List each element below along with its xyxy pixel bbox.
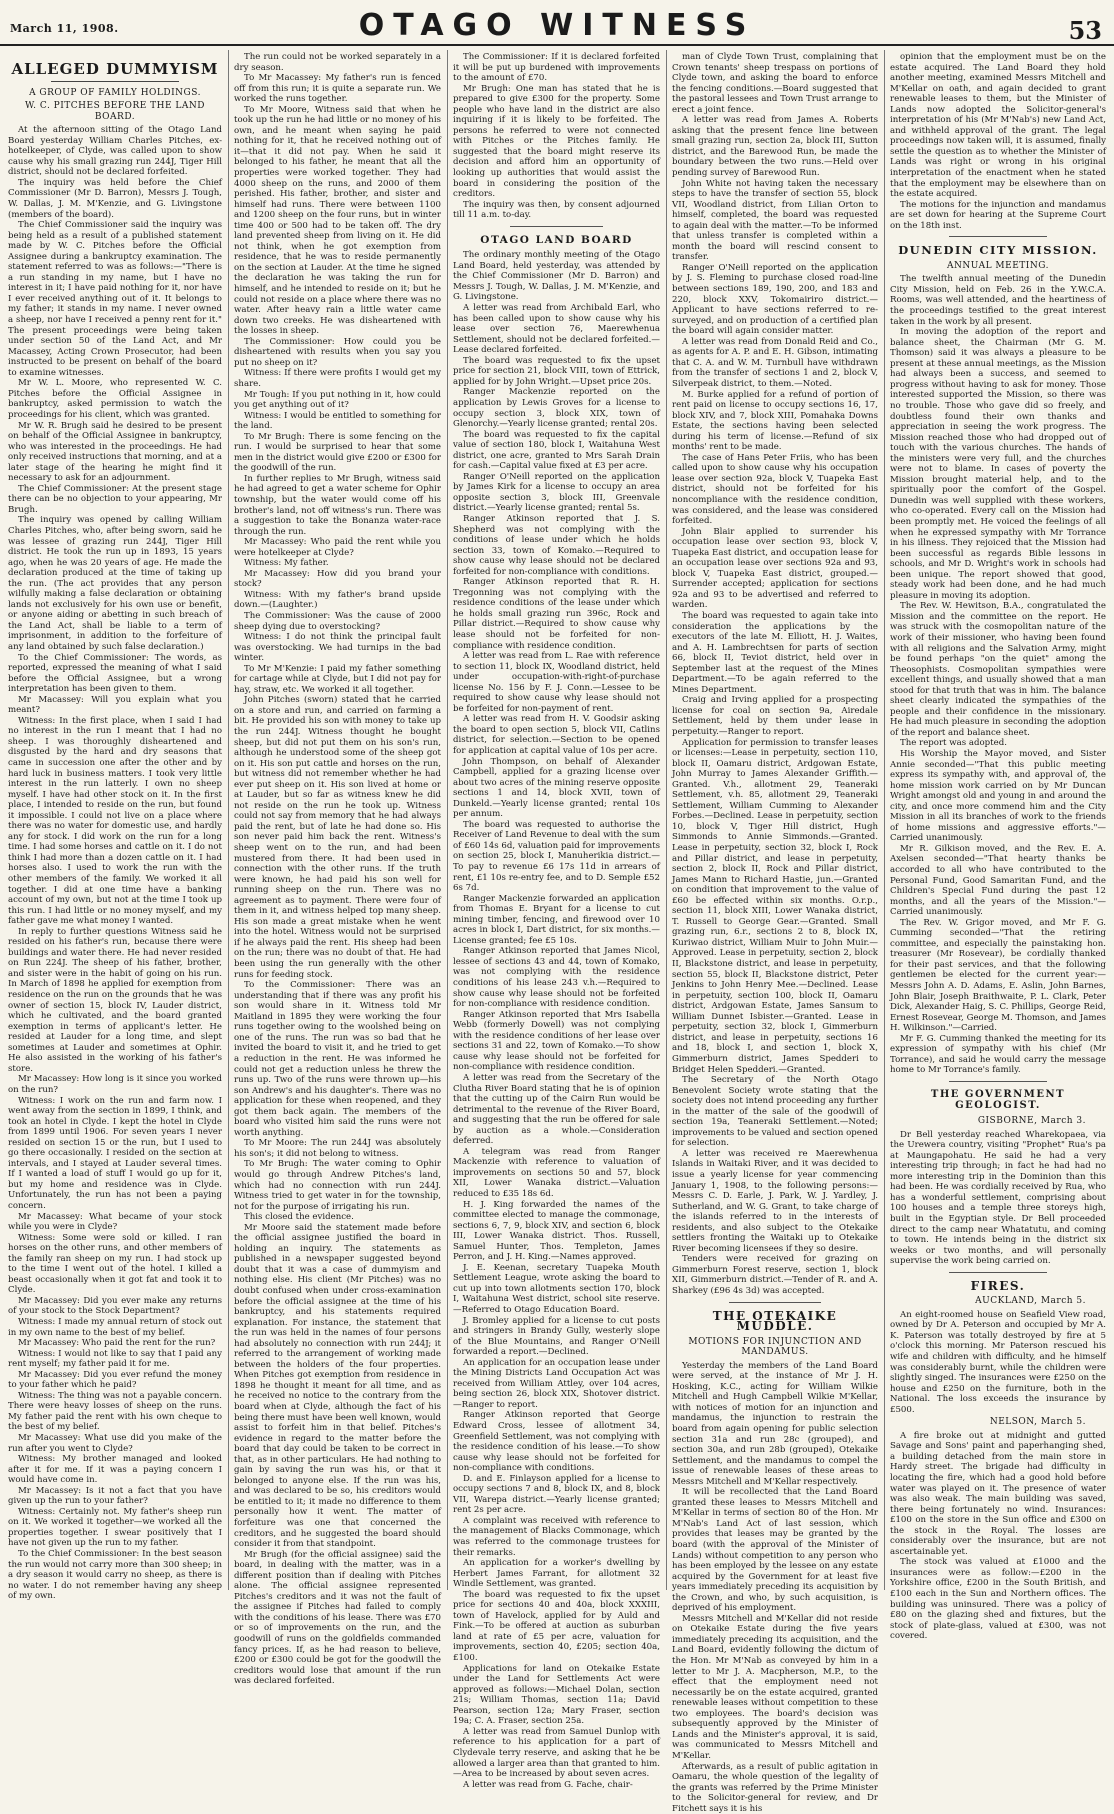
paragraph: Mr Macassey: Is it not a fact that you have given up the run to your father? bbox=[8, 1486, 222, 1507]
paragraph: Mr R. Gilkison moved, and the Rev. E. A. Axelsen seconded—"That hearty thanks be accorded to all who have contributed to the Personal Fund, Good Samaritan Fund, and the Children's Special Fund during the past 12 months, and all the years of the Mission."—Carried unanimously. bbox=[890, 844, 1106, 918]
article-body bbox=[890, 274, 1106, 1076]
paragraph: Mr Tough: If you put nothing in it, how could you get anything out of it? bbox=[234, 390, 441, 411]
paragraph: Mr Macassey: Who paid the rent while you were hotelkeeper at Clyde? bbox=[234, 537, 441, 558]
paragraph: His Worship the Mayor moved, and Sister Annie seconded—"That this public meeting express its sympathy with, and approval of, the home mission work carried on by Mr Duncan Wright amongst old and young in and around the city, and once more commend him and the City Mission in all its branches of work to the friends of home missions and aggressive efforts."—Carried unanimously. bbox=[890, 749, 1106, 844]
paragraph: Dr Bell yesterday reached Wharekopaea, via the Urewera country, visiting "Prophet" Rua's pa at Maungapohatu. He said he had a very interesting trip through; in fact he had had no more interesting trip in the Dominion than this had been. He was cordially received by Rua, who has a wonderful settlement, comprising about 100 houses and a temple three storeys high, built in the Egyptian style. Dr Bell proceeded direct to the camp near Whatatutu, and coming to town. He intends being in the district six weeks or two months, and will personally supervise the work being carried on. bbox=[890, 1130, 1106, 1267]
paragraph: Ranger Atkinson reported that R. H. Tregonning was not complying with the residence conditions of the lease under which he holds small grazing run 396c, Rock and Pillar district.—Required to show cause why lease should not be forfeited for non-compliance with residence condition. bbox=[453, 577, 660, 651]
paragraph: A letter was read from G. Fache, chair- bbox=[453, 1780, 660, 1791]
paragraph: The Commissioner: If it is declared forfeited it will be put up burdened with improvements to the amount of £70. bbox=[453, 52, 660, 84]
paragraph: The Rev. W. Grigor moved, and Mr F. G. Cumming seconded—"That the retiring committee, and especially the painstaking hon. treasurer (Mr Rosevear), be cordially thanked for their past services, and that the following gentlemen be elected for the current year:—Messrs John A. D. Adams, E. Aslin, John Barnes, John Blair, Joseph Braithwaite, P. L. Clark, Peter Dick, Alexander Haig, S. C. Phillips, George Reid, Ernest Rosevear, George M. Thomson, and James H. Wilkinson."—Carried. bbox=[890, 918, 1106, 1034]
section-heading: FIRES. bbox=[890, 1281, 1106, 1292]
paragraph: Ranger Atkinson reported that George Edward Cross, lessee of allotment 34, Greenfield Settlement, was not complying with the residence condition of his lease.—To show cause why lease should not be forfeited for non-compliance with conditions. bbox=[453, 1410, 660, 1473]
article-body bbox=[8, 125, 222, 1602]
paragraph: H. J. King forwarded the names of the committee elected to manage the commonage, sections 6, 7, 9, block XIV, and section 6, block III, Lower Wanaka district. Thos. Russell, Samuel Hunter, Thos. Templeton, James Perron, and J. H. King.—Names approved. bbox=[453, 1200, 660, 1263]
page-number: 53 bbox=[1069, 16, 1102, 45]
paragraph: Mr Macassey: What use did you make of the run after you went to Clyde? bbox=[8, 1433, 222, 1454]
column-rule bbox=[666, 50, 667, 1590]
paragraph: Mr Macassey: Did you ever refund the money to your father which he paid? bbox=[8, 1370, 222, 1391]
paragraph: Messrs Mitchell and M'Kellar did not reside on Otekaike Estate during the five years immediately preceding its acquisition, and the Land Board, evidently following the dictum of the Hon. Mr M'Nab as conveyed by him in a letter to Mr J. A. Macpherson, M.P., to the effect that the employment need not necessarily be on the estate acquired, granted renewable leases without competition to these two employees. The board's decision was subsequently approved by the Minister of Lands and the Minister's approval, it is said, was communicated to Messrs Mitchell and M'Kellar. bbox=[672, 1614, 878, 1762]
paragraph: The inquiry was held before the Chief Commissioner (Mr D. Barron), Messrs J. Tough, W. Dallas, J. M. M'Kenzie, and G. Livingstone (members of the board). bbox=[8, 178, 222, 220]
paragraph: To Mr Brugh: There is some fencing on the run. I would be surprised to hear that some men in the district would give £200 or £300 for the goodwill of the run. bbox=[234, 432, 441, 474]
paragraph: Ranger Mackenzie forwarded an application from Thomas E. Bryant for a license to cut mining timber, fencing, and firewood over 10 acres in block I, Dart district, for six months.—License granted; fee £5 10s. bbox=[453, 894, 660, 947]
paragraph: Witness: My father. bbox=[234, 558, 441, 569]
paragraph: A letter was read from L. Rae with reference to section 11, block IX, Woodland district, held under occupation-with-right-of-purchase license No. 156 by F. J. Conn.—Lessee to be required to show cause why lease should not be forfeited for non-payment of rent. bbox=[453, 651, 660, 714]
column-4 bbox=[672, 52, 878, 1587]
paragraph: An application for an occupation lease under the Mining Districts Land Occupation Act was received from William Attley, over 104 acres, being section 26, block XIX, Shotover district.—Ranger to report. bbox=[453, 1358, 660, 1411]
column-3 bbox=[453, 52, 660, 1587]
section-divider bbox=[949, 236, 1046, 237]
paragraph: Mr Macassey: Will you explain what you meant? bbox=[8, 695, 222, 716]
paragraph: The Secretary of the North Otago Benevolent Society wrote stating that the society does not intend proceeding any further in the matter of the sale of the goodwill of section 19a, Teaneraki Settlement.—Noted; improvements to be valued and section opened for selection. bbox=[672, 1075, 878, 1149]
section-divider bbox=[729, 1302, 822, 1303]
paragraph: M. Burke applied for a refund of portion of rent paid on license to occupy sections 16, 17, block XIV, and 7, block XIII, Pomahaka Downs Estate, the sections having been selected during his term of license.—Refund of six months' rent to be made. bbox=[672, 390, 878, 453]
paragraph: To the Chief Commissioner: The words, as reported, expressed the meaning of what I said before the Official Assignee, but a wrong interpretation has been given to them. bbox=[8, 653, 222, 695]
paragraph: At the afternoon sitting of the Otago Land Board yesterday William Charles Pitches, ex-hotelkeeper, of Clyde, was called upon to show cause why his small grazing run 244J, Tiger Hill district, should not be declared forfeited. bbox=[8, 125, 222, 178]
column-1 bbox=[8, 52, 222, 1587]
section-heading: THE GOVERNMENT GEOLOGIST. bbox=[890, 1090, 1106, 1111]
paragraph: The Chief Commissioner said the inquiry was being held as a result of a published statement made by W. C. Pitches before the Official Assignee during a bankruptcy examination. The statement referred to was as follows:—"There is a run standing in my name, but I have no interest in it; I have paid nothing for it, nor have I ever received anything out of it. It belongs to my father; it stands in my name. I never owned a sheep, nor have I received a penny rent for it." The present proceedings were being taken under section 50 of the Land Act, and Mr Macassey, Acting Crown Prosecutor, had been instructed to be present on behalf of the board to examine witnesses. bbox=[8, 220, 222, 378]
paragraph: Witness: I made my annual return of stock out in my own name to the best of my belief. bbox=[8, 1317, 222, 1338]
article-body bbox=[672, 52, 878, 1297]
section-divider bbox=[510, 226, 603, 227]
paragraph: Mr Macassey: What became of your stock while you were in Clyde? bbox=[8, 1212, 222, 1233]
paragraph: Ranger O'Neill reported on the application by James Kirk for a license to occupy an area opposite section 3, block III, Greenvale district.—Yearly license granted; rental 5s. bbox=[453, 472, 660, 514]
paragraph: The motions for the injunction and mandamus are set down for hearing at the Supreme Court on the 18th inst. bbox=[890, 200, 1106, 232]
paragraph: John Blair applied to surrender his occupation lease over section 93, block V, Tuapeka East district, and occupation lease for an occupation lease over sections 92a and 93, block V, Tuapeka East district, grouped.—Surrender accepted; application for sections 92a and 93 to be advertised and referred to warden. bbox=[672, 527, 878, 611]
paragraph: J. E. Keenan, secretary Tuapeka Mouth Settlement League, wrote asking the board to cut up into town allotments section 170, block I, Waitahuna West district, school site reserve.—Referred to Otago Education Board. bbox=[453, 1263, 660, 1316]
paragraph: Mr Brugh (for the official assignee) said the board, in dealing with the matter, was in a different position than if dealing with Pitches alone. The official assignee represented Pitches's creditors and it was not the fault of the assignee if Pitches had failed to comply with the conditions of his lease. There was £70 or so of improvements on the run, and the goodwill of runs on the goldfields commanded fancy prices. If, as he had reason to believe, £200 or £300 could be got for the goodwill the creditors would lose that amount if the run was declared forfeited. bbox=[234, 1550, 441, 1687]
paragraph: The ordinary monthly meeting of the Otago Land Board, held yesterday, was attended by the Chief Commissioner (Mr D. Barron) and Messrs J. Tough, W. Dallas, J. M. M'Kenzie, and G. Livingstone. bbox=[453, 250, 660, 303]
article-headline: ALLEGED DUMMYISM bbox=[8, 64, 222, 75]
paragraph: Witness: The thing was not a payable concern. There were heavy losses of sheep on the runs. My father paid the rent with his own cheque to the best of my belief. bbox=[8, 1391, 222, 1433]
paragraph: The stock was valued at £1000 and the insurances were as follow:—£200 in the Yorkshire office, £200 in the South British, and £100 each in the Sun and Northern offices. The building was uninsured. There was a policy of £80 on the glazing shed and fixtures, but the stock of plate-glass, valued at £300, was not covered. bbox=[890, 1557, 1106, 1641]
paragraph: The twelfth annual meeting of the Dunedin City Mission, held on Feb. 26 in the Y.W.C.A. Rooms, was well attended, and the heartiness of the proceedings testified to the great interest taken in the work by all present. bbox=[890, 274, 1106, 327]
paragraph: Mr Moore said the statement made before the official assignee justified the board in holding an inquiry. The statements as published in a newspaper suggested beyond doubt that it was a case of dummyism and nothing else. His client (Mr Pitches) was no doubt confused when under cross-examination before the official assignee at the time of his bankruptcy, and his statements required explanation. For instance, the statement that the run was held in the names of four persons had absolutely no connection with run 244J; it referred to the arrangement of working made between the holders of the four properties. When Pitches got exemption from residence in 1898 he thought it meant for all time, and as he received no notice to the contrary from the board when at Clyde, although the fact of his being there must have been well known, would assist to forfeit him in that belief. Pitches's evidence in regard to the matter before the board that day could be taken to be correct in that, as in other particulars. He had nothing to gain by saving the run was his, or that it belonged to anyone else. If the run was his, and was declared to be so, his creditors would be entitled to it; it made no difference to them personally how it went. The matter of forfeiture was one that concerned the creditors, and he suggested the board should consider it from that standpoint. bbox=[234, 1223, 441, 1550]
section-divider bbox=[949, 1081, 1046, 1082]
paragraph: Witness: I work on the run and farm now. I went away from the section in 1899, I think, and took an hotel in Clyde. I kept the hotel in Clyde from 1899 until 1906. For seven years I never resided on section 15 or the run, but I used to go there occasionally. I resided on the section at intervals, and I stayed at Lauder several times. If I wanted a load of stuff I would go up for it, but my home and residence was in Clyde. Unfortunately, the run has not been a paying concern. bbox=[8, 1096, 222, 1212]
paragraph: The board was requested to again take into consideration the applications by the executors of the late M. Elliott, H. J. Waites, and A. H. Lambrechtsen for parts of section 66, block II, Teviot district, held over in September last at the request of the Mines Department.—To be again referred to the Mines Department. bbox=[672, 611, 878, 695]
paragraph: The board was requested to fix the capital value of section 180, block I, Waitahuna West district, one acre, granted to Mrs Sarah Drain for cash.—Capital value fixed at £3 per acre. bbox=[453, 430, 660, 472]
paragraph: Witness: In the first place, when I said I had no interest in the run I meant that I had no sheep. I was thoroughly disheartened and disgusted by the hard and dry seasons that came in succession one after the other and by hard luck in business matters. I took very little interest in the run latterly. I own no sheep myself. I have had other stock on it. In the first place, I intended to reside on the run, but found it impossible. I could not live on a place where there was no water for domestic use, and hardly any for stock. I did work on the run for a long time. I had some horses and cattle on it. I do not think I had more than a dozen cattle on it. I had horses also. I used to work the run with the other members of the family. We worked it all together. I did at one time have a banking account of my own, but not at the time I took up this run. I had little or no money myself, and my father gave me what money I wanted. bbox=[8, 716, 222, 927]
paragraph: In moving the adoption of the report and balance sheet, the Chairman (Mr G. M. Thomson) said it was always a pleasure to be present at these annual meetings, as the Mission had always been a success, and seemed to progress without having to ask for money. Those interested supported the Mission, so there was no trouble. Those who gave did so freely, and doubtless found their own thanks and appreciation in seeing the work progress. The Mission reached those who had dropped out of touch with the various churches. The hands of the ministers were very full, and the churches were not to blame. In cases of poverty the Mission brought material help, and to the spiritually poor the comfort of the Gospel. Dunedin was well supplied with these workers, who co-operated. Every call on the Mission had been promptly met. He voiced the feelings of all when he expressed sympathy with Mr Torrance in his illness. They rejoiced that the Mission had been successful as regards Bible lessons in schools, and Mr D. Wright's work in schools had been unique. The report showed that good, steady work had been done, and he had much pleasure in moving its adoption. bbox=[890, 327, 1106, 601]
paragraph: The board was requested to authorise the Receiver of Land Revenue to deal with the sum of £60 14s 6d, valuation paid for improvements on section 25, block I, Manuherikia district.—To pay to revenue £6 17s 11d in arrears of rent, £1 10s re-entry fee, and to D. Semple £52 6s 7d. bbox=[453, 820, 660, 894]
paragraph: An eight-roomed house on Seafield View road, owned by Dr A. Peterson and occupied by Mr A. K. Paterson was totally destroyed by fire at 5 o'clock this morning. Mr Paterson rescued his wife and children with difficulty, and he himself was considerably burnt, while the children were slightly singed. The insurances were £250 on the house and £250 on the furniture, both in the National. The loss exceeds the insurance by £500. bbox=[890, 1310, 1106, 1415]
article-body bbox=[453, 52, 660, 221]
paragraph: Mr Macassey: How long is it since you worked on the run? bbox=[8, 1074, 222, 1095]
paragraph: The Commissioner: How could you be disheartened with results when you say you put no sheep on it? bbox=[234, 337, 441, 369]
paragraph: Application for permission to transfer leases or licenses:—Lease in perpetuity, section 110, block II, Oamaru district, Ardgowan Estate, John Murray to James Alexander Griffith.—Granted. V.h., allotment 29, Teaneraki Settlement, v.h. 85, allotment 29, Teaneraki Settlement, William Cumming to Alexander Forbes.—Declined. Lease in perpetuity, section 10, block V, Tiger Hill district, Hugh Simmonds to Annie Simmonds.—Granted. Lease in perpetuity, section 32, block I, Rock and Pillar district, and lease in perpetuity, section 2, block II, Rock and Pillar district, James Mann to Richard Hastie, jun.—Granted on condition that improvement to the value of £60 be effected within six months. O.r.p., section 11, block XIII, Lower Wanaka district, T. Russell to George Gear.—Granted. Small grazing run, 6.r., sections 2 to 8, block IX, Kuriwao district, William Muir to John Muir.—Approved. Lease in perpetuity, section 2, block II, Blackstone district, and lease in perpetuity, section 55, block II, Blackstone district, Peter Jenkins to John Henry Mee.—Declined. Lease in perpetuity, section 100, block II, Oamaru district, Ardgowan Estate, James Sansum to William Dunnet Isbister.—Granted. Lease in perpetuity, section 32, block I, Gimmerburn district, and lease in perpetuity, sections 16 and 18, block I, and section 1, block X, Gimmerburn district, James Spedderi to Bridget Helen Spedderi.—Granted. bbox=[672, 738, 878, 1076]
paragraph: The case of Hans Peter Friis, who has been called upon to show cause why his occupation lease over section 92a, block V, Tuapeka East district, should not be forfeited for his noncompliance with the residence condition, was considered, and the lease was considered forfeited. bbox=[672, 453, 878, 527]
paragraph: John White not having taken the necessary steps to have the transfer of section 55, block VII, Woodland district, from Lilian Orton to himself, completed, the board was requested to again deal with the matter.—To be informed that unless transfer is completed within a month the board will rescind consent to transfer. bbox=[672, 179, 878, 263]
paragraph: The inquiry was opened by calling William Charles Pitches, who, after being sworn, said he was lessee of grazing run 244J, Tiger Hill district. He took the run up in 1893, 15 years ago, when he was 20 years of age. He made the declaration produced at the time of taking up the run. (The act provides that any person wilfully making a false declaration or obtaining lands not exclusively for his own use or benefit, or anyone aiding or abetting in such breach of the Land Act, shall be liable to a term of imprisonment, in addition to the forfeiture of any land obtained by such false declaration.) bbox=[8, 515, 222, 652]
paragraph: Ranger Atkinson reported that J. S. Shepherd was not complying with the conditions of lease under which he holds section 33, town of Komako.—Required to show cause why lease should not be declared forfeited for non-compliance with conditions. bbox=[453, 514, 660, 577]
paragraph: The Rev. W. Hewitson, B.A., congratulated the Mission and the committee on the report. He was struck with the cosmopolitan nature of the work of their missioner, who having been found with all religions and the Salvation Army, might be found perhaps "on the quiet" among the Theosophists. Cosmopolitan sympathies were excellent things, and usually showed that a man stood for that truth that was in him. The balance sheet clearly indicated the sympathies of the people and their confidence in the missionary. He had much pleasure in seconding the adoption of the report and balance sheet. bbox=[890, 601, 1106, 738]
article-body bbox=[890, 52, 1106, 231]
column-rule bbox=[884, 50, 885, 1590]
paragraph: The report was adopted. bbox=[890, 738, 1106, 749]
paragraph: Mr F. G. Cumming thanked the meeting for its expression of sympathy with his chief (Mr Torrance), and said he would carry the message home to Mr Torrance's family. bbox=[890, 1034, 1106, 1076]
paragraph: The run could not be worked separately in a dry season. bbox=[234, 52, 441, 73]
article-body bbox=[672, 1361, 878, 1814]
paragraph: To Mr Brugh: The water coming to Ophir would go through Andrew Pitches's land, which had no connection with run 244J. Witness tried to get water in for the township, not for the purpose of irrigating his run. bbox=[234, 1159, 441, 1212]
column-5 bbox=[890, 52, 1106, 1587]
column-rule bbox=[228, 50, 229, 1590]
paragraph: Witness: Certainly not. My father's sheep run on it. We worked it together—we worked all the properties together. I swear positively that I have not given up the run to my father. bbox=[8, 1507, 222, 1549]
article-subhead: A GROUP OF FAMILY HOLDINGS. bbox=[8, 88, 222, 99]
masthead bbox=[0, 0, 1114, 46]
paragraph: Mr W. R. Brugh said he desired to be present on behalf of the Official Assignee in bankruptcy, who was interested in the proceedings. He had only received instructions that morning, and at a later stage of the hearing he might find it necessary to ask for an adjournment. bbox=[8, 421, 222, 484]
section-heading: DUNEDIN CITY MISSION. bbox=[890, 245, 1106, 256]
section-heading: OTAGO LAND BOARD bbox=[453, 235, 660, 246]
paragraph: Afterwards, as a result of public agitation in Oamaru, the whole question of the legality of the grants was referred by the Prime Minister to the Solicitor-general for review, and Dr Fitchett says it is his bbox=[672, 1762, 878, 1814]
paragraph: A letter was read from James A. Roberts asking that the present fence line between small grazing run, section 2a, block III, Sutton district, and the Barewood Run, be made the boundary between the two runs.—Held over pending survey of Barewood Run. bbox=[672, 115, 878, 178]
paragraph: John Pitches (sworn) stated that he carried on a store and run, and carried on farming a bit. He provided his son with money to take up the run 244J. Witness thought he bought sheep, but did not put them on his son's run, although he understood some of the sheep got on it. His son put cattle and horses on the run, but witness did not remember whether he had ever put sheep on it. His son lived at home or at Lauder, but so far as witness knew he did not reside on the run he took up. Witness could not say from memory that he had always paid the rent, but of late he had done so. His son never paid him back the rent. Witness's sheep went on to the run, and had been mustered from there. It had been used in connection with the other runs. If the truth were known, he had paid his son well for running sheep on the run. There was no agreement as to payment. There were four of them in it, and witness helped top many sheep. His son made a great mistake when he went into the hotel. Witness would not be surprised if he always paid the rent. His sheep had been on the run; there was no doubt of that. He had been using the run generally with the other runs for feeding stock. bbox=[234, 695, 441, 980]
article-subhead: W. C. PITCHES BEFORE THE LAND BOARD. bbox=[8, 101, 222, 122]
paragraph: A letter was received re Maerewhenua Islands in Waitaki River, and it was decided to issue a yearly license for year commencing January 1, 1908, to the following persons:—Messrs C. D. Earle, J. Park, W. J. Yardley, J. Sutherland, and W. G. Grant, to take charge of the islands referred to in the interests of residents, and also subject to the Otekaike settlers fronting the Waitaki up to Otekaike River becoming licensees if they so desire. bbox=[672, 1149, 878, 1254]
paragraph: D. and E. Finlayson applied for a license to occupy sections 7 and 8, block IX, and 8, block VII, Warepa district.—Yearly license granted; rent 2s per acre. bbox=[453, 1474, 660, 1516]
newspaper-title: OTAGO WITNESS bbox=[0, 8, 1114, 43]
paragraph: Mr Macassey: How did you brand your stock? bbox=[234, 569, 441, 590]
article-body bbox=[453, 250, 660, 1790]
paragraph: Witness: I would not like to say that I paid any rent myself; my father paid it for me. bbox=[8, 1349, 222, 1370]
section-heading: THE OTEKAIKE MUDDLE. bbox=[672, 1311, 878, 1332]
paragraph: In reply to further questions Witness said he resided on his father's run, because there were buildings and water there. He had never resided on Run 224J. The sheep of his father, brother, and sister were in the habit of going on his run. In March of 1898 he applied for exemption from residence on the run on the grounds that he was owner of section 15, block IV, Lauder district, which he cultivated, and the board granted exemption in terms of applicant's letter. He resided at Lauder for a long time, and slept sometimes at Lauder and sometimes at Ophir. He also assisted in the working of his father's store. bbox=[8, 927, 222, 1075]
paragraph: Applications for land on Otekaike Estate under the Land for Settlements Act were approved as follows:—Michael Dolan, section 21s; William Thomas, section 11a; David Pearson, section 12a; Mary Fraser, section 19a; C. A. Fraser, section 25a. bbox=[453, 1664, 660, 1727]
paragraph: A fire broke out at midnight and gutted Savage and Sons' paint and paperhanging shed, a building detached from the main store in Hardy street. The brigade had difficulty in locating the fire, which had a good hold before water was played on it. The presence of water was also weak. The main building was saved, there being fortunately no wind. Insurances: £100 on the store in the Sun office and £300 on the stock in the Royal. The losses are considerably over the insurance, but are not ascertainable yet. bbox=[890, 1431, 1106, 1558]
paragraph: man of Clyde Town Trust, complaining that Crown tenants' sheep trespass on portions of Clyde town, and asking the board to enforce the fencing conditions.—Board suggested that the pastoral lessees and Town Trust arrange to erect a joint fence. bbox=[672, 52, 878, 115]
paragraph: The board was requested to fix the upset price for section 21, block VIII, town of Ettrick, applied for by John Wright.—Upset price 20s. bbox=[453, 356, 660, 388]
dateline: NELSON, March 5. bbox=[890, 1417, 1106, 1428]
paragraph: To Mr M'Kenzie: I paid my father something for cartage while at Clyde, but I did not pay for hay, straw, etc. We worked it all together. bbox=[234, 664, 441, 696]
paragraph: Tenders were received for grazing on Gimmerburn Forest reserve, section 1, block XII, Gimmerburn district.—Tender of R. and A. Sharkey (£96 4s 3d) was accepted. bbox=[672, 1254, 878, 1296]
paragraph: In further replies to Mr Brugh, witness said he had agreed to get a water scheme for Ophir township, but the water would come off his brother's land, not off witness's run. There was a suggestion to take the Bonanza water-race through the run. bbox=[234, 474, 441, 537]
paragraph: Mr Brugh: One man has stated that he is prepared to give £300 for the property. Some people who have land in the district are also inquiring if it is likely to be forfeited. The persons he referred to were not connected with Pitches or the Pitches family. He suggested that the board might reserve its decision and afford him an opportunity of looking up authorities that would assist the board in considering the position of the creditors. bbox=[453, 84, 660, 200]
dateline: GISBORNE, March 3. bbox=[890, 1116, 1106, 1127]
paragraph: Witness: My brother managed and looked after it for me. If it was a paying concern I would have come in. bbox=[8, 1454, 222, 1486]
article-body bbox=[890, 1130, 1106, 1267]
paragraph: Witness: I do not think the principal fault was overstocking. We had turnips in the bad winter. bbox=[234, 632, 441, 664]
paragraph: Witness: If there were profits I would get my share. bbox=[234, 368, 441, 389]
paragraph: To Mr Macassey: My father's run is fenced off from this run; it is quite a separate run. We worked the runs together. bbox=[234, 73, 441, 105]
paragraph: A letter was read from H. V. Goodsir asking the board to open section 5, block VII, Catlins district, for selection.—Section to be opened for application at capital value of 10s per acre. bbox=[453, 714, 660, 756]
article-body bbox=[234, 52, 441, 1687]
section-divider bbox=[949, 1272, 1046, 1273]
paragraph: Ranger Atkinson reported that James Nicol, lessee of sections 43 and 44, town of Komako, was not complying with the residence conditions of his lease 243 v.h.—Required to show cause why lease should not be forfeited for non-compliance with residence condition. bbox=[453, 946, 660, 1009]
paragraph: Ranger Atkinson reported that Mrs Isabella Webb (formerly Dowell) was not complying with the residence conditions of her lease over sections 31 and 22, town of Komako.—To show cause why lease should not be forfeited for non-compliance with residence condition. bbox=[453, 1010, 660, 1073]
paragraph: The inquiry was then, by consent adjourned till 11 a.m. to-day. bbox=[453, 200, 660, 221]
paragraph: A letter was read from the Secretary of the Clutha River Board stating that he is of opinion that the cutting up of the Cairn Run would be detrimental to the revenue of the River Board, and suggesting that the run be offered for sale by auction as a whole.—Consideration deferred. bbox=[453, 1073, 660, 1147]
paragraph: To Mr Moore, Witness said that when he took up the run he had little or no money of his own, and he meant when saying he paid nothing for it, that he received nothing out of it—that it did not pay. When he said it belonged to his father, he meant that all the properties were worked together. They had 4000 sheep on the runs, and 2000 of them perished. His father, brother, and sister and himself had runs. There were between 1100 and 1200 sheep on the four runs, but in winter time 400 or 500 had to be taken off. The dry land prevented sheep from living on it. He did not think, when he got exemption from residence, that he was to reside permanently on the section at Lauder. At the time he signed the declaration he was taking the run for himself, and he intended to reside on it; but he could not reside on a place where there was no water. After heavy rain a little water came down two creeks. He was disheartened with the losses in sheep. bbox=[234, 105, 441, 337]
paragraph: Mr Macassey: Did you ever make any returns of your stock to the Stock Department? bbox=[8, 1296, 222, 1317]
paragraph: John Thompson, on behalf of Alexander Campbell, applied for a grazing license over about two acres of the mining reserve opposite sections 1 and 14, block XVII, town of Dunkeld.—Yearly license granted; rental 10s per annum. bbox=[453, 757, 660, 820]
paragraph: To Mr Moore: The run 244J was absolutely his son's; it did not belong to witness. bbox=[234, 1138, 441, 1159]
paragraph: An application for a worker's dwelling by Herbert James Farrant, for allotment 32 Windle Settlement, was granted. bbox=[453, 1558, 660, 1590]
headline-rule bbox=[51, 81, 179, 82]
paragraph: A letter was read from Donald Reid and Co., as agents for A. P. and E. H. Gibson, intimating that C. A. and W. M. Turnbull have withdrawn from the transfer of sections 1 and 2, block V, Silverpeak district, to them.—Noted. bbox=[672, 337, 878, 390]
paragraph: To the Commissioner: There was an understanding that if there was any profit his son would share in it. Witness told Mr Maitland in 1895 they were working the four runs together owing to the woolshed being on one of the runs. The run was so bad that he invited the board to visit it, and he tried to get a reduction in the rent. He was informed he could not get a reduction unless he threw the runs up. Two of the runs were thrown up—his son Andrew's and his daughter's. There was no application for these when reopened, and they got them back again. The members of the board who visited him said the runs were not worth anything. bbox=[234, 980, 441, 1138]
paragraph: Yesterday the members of the Land Board were served, at the instance of Mr J. H. Hosking, K.C., acting for William Wilkie Mitchell and Hugh Campbell Wilkie M'Kellar, with notices of motion for an injunction and mandamus, the injunction to restrain the board from again opening for public selection section 31a and run 28c (grouped), and section 30a, and run 28b (grouped), Otekaike Settlement, and the mandamus to compel the issue of renewable leases of these areas to Messrs Mitchell and M'Kellar respectively. bbox=[672, 1361, 878, 1488]
section-subhead: ANNUAL MEETING. bbox=[890, 261, 1106, 272]
paragraph: A complaint was received with reference to the management of Blacks Commonage, which was referred to the commonage trustees for their remarks. bbox=[453, 1516, 660, 1558]
paragraph: J. Bromley applied for a license to cut posts and stringers in Brandy Gully, westerly slope of the Blue Mountains, and Ranger O'Neill forwarded a report.—Declined. bbox=[453, 1316, 660, 1358]
paragraph: Witness: With my father's brand upside down.—(Laughter.) bbox=[234, 590, 441, 611]
column-rule bbox=[447, 50, 448, 1590]
paragraph: opinion that the employment must be on the estate acquired. The Land Board they hold another meeting, examined Messrs Mitchell and M'Kellar on oath, and again decided to grant renewable leases to them, but the Minister of Lands now adopted the Solicitor-general's interpretation of his (Mr M'Nab's) new Land Act, and withheld approval of the grant. The legal proceedings now taken will, it is assumed, finally settle the question as to whether the Minister of Lands was right or wrong in his original interpretation of the enactment when he stated that the employment may be elsewhere than on the estate acquired. bbox=[890, 52, 1106, 200]
paragraph: Mr W. L. Moore, who represented W. C. Pitches before the Official Assignee in bankruptcy, asked permission to watch the proceedings for his client, which was granted. bbox=[8, 378, 222, 420]
paragraph: Witness: Some were sold or killed. I ran horses on the other runs, and other members of the family ran sheep on my run. I had stock up to the time I went out of the hotel. I killed a beast occasionally when it got fat and took it to Clyde. bbox=[8, 1233, 222, 1296]
dateline: AUCKLAND, March 5. bbox=[890, 1296, 1106, 1307]
issue-date: March 11, 1908. bbox=[10, 22, 119, 35]
paragraph: To the Chief Commissioner: In the best season the run would not carry more than 300 sheep; in a dry season it would carry no sheep, as there is no water. I do not remember having any sheep of my own. bbox=[8, 1549, 222, 1602]
paragraph: A telegram was read from Ranger Mackenzie with reference to valuation of improvements on sections 50 and 57, block XII, Lower Wanaka district.—Valuation reduced to £35 18s 6d. bbox=[453, 1147, 660, 1200]
paragraph: Ranger O'Neill reported on the application by J. S. Fleming to purchase closed road-line between sections 189, 190, 200, and 183 and 220, block XXV, Tokomairiro district.—Applicant to have sections referred to re-surveyed, and on production of a certified plan the board will again consider matter. bbox=[672, 263, 878, 337]
paragraph: This closed the evidence. bbox=[234, 1212, 441, 1223]
paragraph: The Commissioner: Was the cause of 2000 sheep dying due to overstocking? bbox=[234, 611, 441, 632]
paragraph: Mr Macassey: Who paid the rent for the run? bbox=[8, 1338, 222, 1349]
paragraph: Ranger Mackenzie reported on the application by Lewis Groves for a license to occupy section 3, block XIX, town of Glenorchy.—Yearly license granted; rental 20s. bbox=[453, 387, 660, 429]
paragraph: The Chief Commissioner: At the present stage there can be no objection to your appearing, Mr Brugh. bbox=[8, 484, 222, 516]
paragraph: Witness: I would be entitled to something for the land. bbox=[234, 411, 441, 432]
column-2 bbox=[234, 52, 441, 1587]
section-subhead: MOTIONS FOR INJUNCTION AND MANDAMUS. bbox=[672, 1337, 878, 1358]
paragraph: It will be recollected that the Land Board granted these leases to Messrs Mitchell and M'Kellar in terms of section 80 of the Hon. Mr M'Nab's Land Act of last session, which provides that leases may be granted by the board (with the approval of the Minister of Lands) without competition to any person who has been employed by the lessee on any estate acquired by the Government for at least five years immediately preceding its acquisition by the Crown, and who, by such acquisition, is deprived of his employment. bbox=[672, 1487, 878, 1614]
paragraph: Craig and Irving applied for a prospecting license for coal on section 9a, Airedale Settlement, held by them under lease in perpetuity.—Ranger to report. bbox=[672, 695, 878, 737]
paragraph: The board was requested to fix the upset price for sections 40 and 40a, block XXXIII, town of Havelock, applied for by Auld and Fink.—To be offered at auction as suburban land at rate of £5 per acre, valuation for improvements, section 40, £205; section 40a, £100. bbox=[453, 1590, 660, 1664]
paragraph: A letter was read from Samuel Dunlop with reference to his application for a part of Clydevale terry reserve, and asking that he be allowed a larger area than that granted to him.—Area to be increased by about seven acres. bbox=[453, 1727, 660, 1780]
paragraph: A letter was read from Archibald Earl, who has been called upon to show cause why his lease over section 76, Maerewhenua Settlement, should not be declared forfeited.—Lease declared forfeited. bbox=[453, 303, 660, 356]
